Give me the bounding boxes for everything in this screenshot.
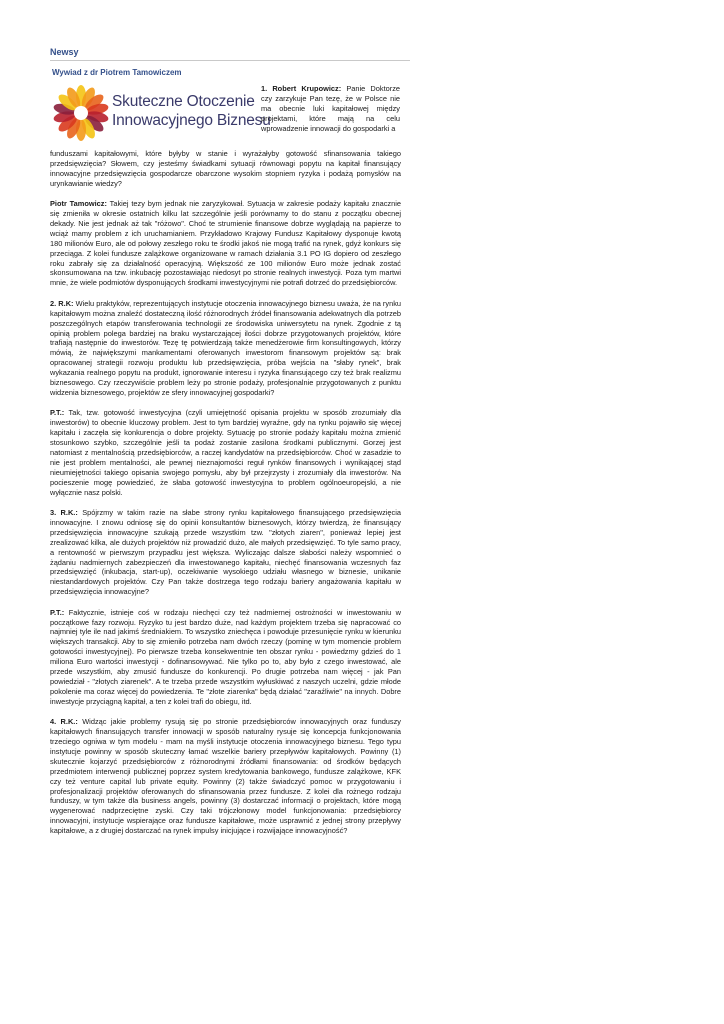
speaker-label: P.T.:: [50, 607, 65, 617]
answer-1-text: Takiej tezy bym jednak nie zaryzykował. Sytuacja w zakresie podaży kapitału znacznie się zmieniła w okresie ostatnich kilku lat szczególnie jeśli porównamy to do stanu z początku obecnej dekady. Nie jest jednak aż tak "różowo". Choć te strumienie finansowe dobrze wyglądają na papierze to wciąż mamy problem z ich uruchamianiem. Przykładowo Krajowy Fundusz Kapitałowy dysponuje kwotą 180 milionów Euro, ale od połowy zeszłego roku te środki jakoś nie mogą trafić na rynek, gdyż konkurs się przeciąga. Z kolei fundusze zalążkowe organizowane w ramach działania 3.1 PO IG dopiero od zeszłego roku zabrały się za działalność operacyjną. Większość ze 100 milionów Euro może jednak zostać skonsumowana na tzw. inkubację pozostawiając niedosyt po stronie realnych inwestycji. Poza tym martwi mnie, że wiele podmiotów dysponujących środkami inwestycyjnymi nie potrafi dotrzeć do przedsiębiorców.: [50, 199, 401, 288]
section-title: Newsy: [50, 47, 79, 57]
logo-text: [112, 92, 271, 130]
article-body: [50, 149, 401, 847]
question-1-text-top: Panie Doktorze czy zarzykuje Pan tezę, że w Polsce nie ma obecnie luki kapitałowej między projektami, które mają na celu wprowadzenie innowacji do gospodarki a: [261, 84, 400, 133]
sunburst-logo-icon: [52, 84, 110, 142]
speaker-label: Piotr Tamowicz:: [50, 199, 107, 209]
speaker-label: P.T.:: [50, 408, 65, 418]
article-title: Wywiad z dr Piotrem Tamowiczem: [52, 68, 182, 77]
question-2-text: Wielu praktyków, reprezentujących instytucje otoczenia innowacyjnego biznesu uważa, że na rynku kapitałowym można znaleźć dostateczną ilość różnorodnych źródeł finansowania adekwatnych dla potrzeb poszczególnych etapów transferowania technologii ze środowiska uniwersytetu na rynek. Zgodnie z tą opinią problem polega bardziej na braku wystarczającej ilości dobrze przygotowanych projektów, które trafiają następnie do inwestorów. Tezę tę potwierdzają także menedżerowie firm konsultingowych, którzy mówią, że największymi mankamentami oferowanych inwestorom finansowym projektów są: brak opracowanej strategii rozwoju produktu lub przedsięwzięcia, próba wejścia na "słaby rynek", brak wykazania realnego popytu na produkt, ignorowanie interesu i ryzyka finansującego czy też brak realizmu biznesowego. Czy rzeczywiście problem leży po stronie podaży, profesjonalnie przygotowanych z punktu widzenia biznesowego, projektów ze sfery innowacyjnej gospodarki?: [50, 298, 402, 397]
answer-1: [50, 199, 401, 288]
question-4-text: Widząc jakie problemy rysują się po stronie przedsiębiorców innowacyjnych oraz funduszy kapitałowych finansujących transfer innowacji w sposób naturalny rysuje się koncepcja funkcjonowania trzeciego ogniwa w tym modelu - mam na myśli instytucje otoczenia innowacyjnego biznesu. Tego typu instytucje powinny w sposób skuteczny łamać wszelkie bariery przepływów kapitałowych. Powinny (1) skutecznie kojarzyć przedsiębiorców z różnorodnymi źródłami finansowania: od środków będących przedmiotem interwencji publicznej poprzez system kredytowania bankowego, fundusze zalążkowe, KFK czy też venture capital lub private equity. Powinny (2) także świadczyć pomoc w przygotowaniu i profesjonalizacji projektów oferowanych do sfinansowania przez fundusze. Z kolei dla rożnego rodzaju funduszy, w tym także dla business angels, powinny (3) dostarczać informacji o projektach, które mogą wygenerować nadprzeciętne zyski. Czy taki trójczłonowy model funkcjonowania: przedsiębiorcy innowacyjni, instytucje wspierające oraz fundusze kapitałowe, może usprawnić z jednej strony przepływy kapitałowe, a z drugiej dostarczać na rynek impulsy inicjujące i rozwijające innowacyjność?: [50, 717, 401, 836]
speaker-label: 1. Robert Krupowicz:: [261, 84, 342, 93]
question-2: [50, 299, 401, 398]
logo-center: [74, 106, 88, 120]
question-3-text: Spójrzmy w takim razie na słabe strony rynku kapitałowego finansującego przedsięwzięcia innowacyjne. I znowu odniosę się do opinii konsultantów biznesowych, którzy twierdzą, że finansujący przedsięwzięcia innowacyjne szukają przede wszystkim tzw. "złotych ziaren", ponieważ lepiej jest zrealizować kilka, ale dużych projektów niż prowadzić dużo, ale małych przedsięwzięć. To tyle samo pracy, a rentowność w pierwszym przypadku jest większa. Wyliczając dalsze słabości należy wspomnieć o żądaniu nadmiernych zabezpieczeń dla inwestowanego kapitału, niechęć finansowania wczesnych faz przedsięwzięć (inkubacja, start-up), oczekiwanie wysokiego udziału własnego w biznesie, unikanie niestandardowych projektów. Czy Pan także dostrzega tego rodzaju bariery angażowania kapitału w przedsięwzięcia innowacyjne?: [50, 508, 401, 597]
speaker-label: 2. R.K:: [50, 298, 74, 308]
question-1-intro: [261, 84, 400, 134]
question-3: [50, 508, 401, 597]
answer-3-text: Faktycznie, istnieje coś w rodzaju niechęci czy też nadmiernej ostrożności w inwestowaniu w początkowe fazy rozwoju. Ryzyko tu jest bardzo duże, nad każdym projektem trzeba się napracować co najmniej tyle ile nad jakimś średniakiem. To wszystko zniechęca i powoduje przesunięcie rynku w kierunku większych transakcji. Aby to się zmieniło potrzeba nam dwóch rzeczy (pominę w tym momencie problem gotowości inwestycyjnej). Po pierwsze trzeba konsekwentnie ten obszar rynku - powiedzmy gdzieś do 1 miliona Euro wartości inwestycji - dofinansowywać. Nie tylko po to, aby było z czego inwestować, ale przede wszystkim, aby zmusić fundusze do konkurencji. Po drugie potrzeba nam więcej - jak Pan powiedział - "złotych ziarenek". A te trzeba przede wszystkim wyłuskiwać z naszych uczelni, gdzie młode pokolenie ma coraz więcej do powiedzenia. Te "złote ziarenka" będą działać "zaraźliwie" na innych. Dobre inwestycje przyciągną kapitał, a ten z kolei trafi do obiegu, itd.: [50, 607, 401, 706]
question-1-continued: funduszami kapitałowymi, które byłyby w stanie i wyrażałyby gotowość sfinansowania takiego przedsięwzięcia? Słowem, czy jesteśmy świadkami sytuacji równowagi popytu na kapitał finansujący innowacyjne przedsięwzięcia gospodarcze obarczone wysokim stopniem ryzyka i podażą pomysłów na urynkawianie wiedzy?: [50, 149, 401, 188]
question-4: [50, 717, 401, 836]
speaker-label: 3. R.K.:: [50, 508, 78, 517]
answer-2-text: Tak, tzw. gotowość inwestycyjna (czyli umiejętność opisania projektu w sposób zrozumiały dla inwestorów) to obecnie kluczowy problem. Jest to tym bardziej wyraźne, gdy na rynku pojawiło się więcej kapitału i zaczęła się konkurencja o dobre projekty. Sytuację po stronie podaży kapitału można zmienić stosunkowo szybko, szczególnie jeśli ta podaż zostanie zasilona środkami publicznymi. Gorzej jest natomiast z mentalnością przedsiębiorców, a raczej kandydatów na przedsiębiorców. Choć w zasadzie to nie jest problem mentalności, ale pewnej nieznajomości reguł rynków finansowych i wynikającej stąd nieumiejętności takiego opisania swojego pomysłu, aby był przejrzysty i zrozumiały dla inwestorów. Na pocieszenie mogę powiedzieć, że słaba gotowość inwestycyjna to problem ogólnoeuropejski, a nie wyłącznie nasz polski.: [50, 408, 401, 497]
answer-3: [50, 608, 401, 707]
logo: [52, 84, 271, 142]
answer-2: [50, 408, 401, 497]
speaker-label: 4. R.K.:: [50, 717, 78, 727]
logo-line-2: Innowacyjnego Biznesu: [112, 112, 271, 129]
section-divider: [50, 60, 410, 61]
logo-line-1: Skuteczne Otoczenie: [112, 93, 255, 110]
